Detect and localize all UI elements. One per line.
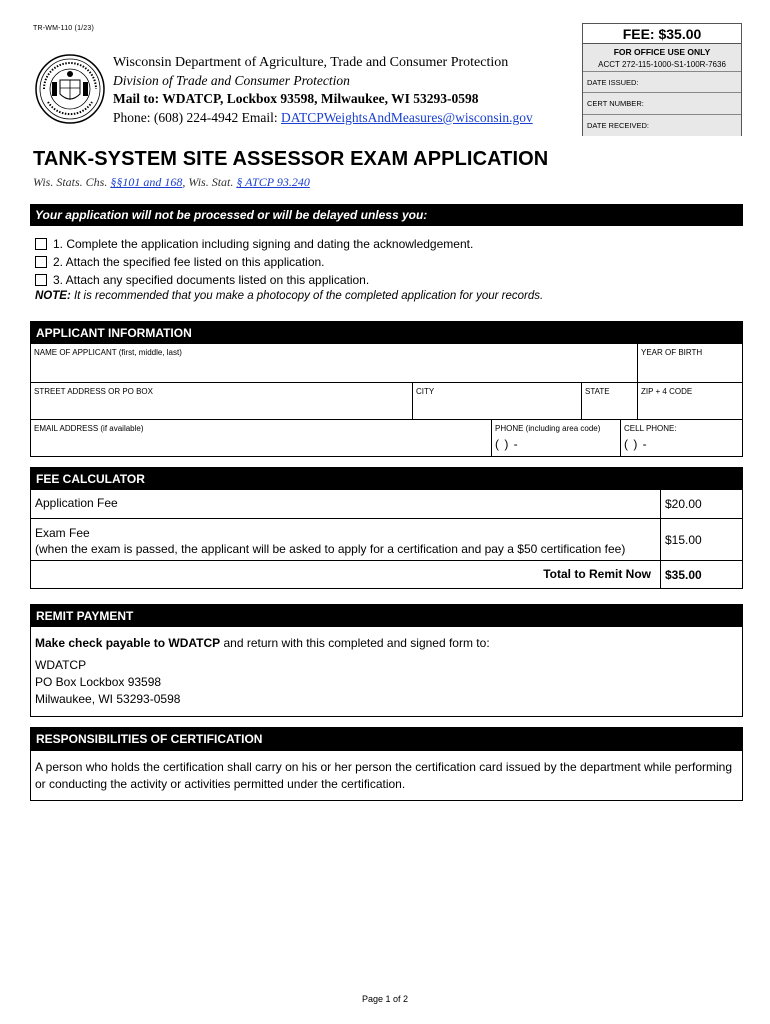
statute-middle: , Wis. Stat. <box>182 175 237 189</box>
applicant-row-name <box>31 344 742 382</box>
applicant-heading: APPLICANT INFORMATION <box>31 322 742 344</box>
statute-link-atcp[interactable]: § ATCP 93.240 <box>236 175 310 189</box>
responsibilities-text: A person who holds the certification shall carry on his or her person the certification card issued by the department while performing or conducting the activity or activities permitted under the certification. <box>35 760 733 791</box>
account-number: ACCT 272-115-1000-S1-100R-7636 <box>598 60 726 69</box>
statute-references <box>33 175 310 190</box>
checklist-item <box>35 253 543 271</box>
remit-payable: Make check payable to WDATCP <box>35 636 221 650</box>
checklist-item <box>35 271 543 289</box>
applicant-name-label: NAME OF APPLICANT (first, middle, last) <box>34 348 182 357</box>
cell-phone-label: CELL PHONE: <box>624 424 677 433</box>
page-number: Page 1 of 2 <box>361 994 409 1004</box>
street-address-label: STREET ADDRESS OR PO BOX <box>34 387 153 396</box>
state-label: STATE <box>585 387 610 396</box>
agency-division: Division of Trade and Consumer Protection <box>113 73 350 88</box>
statute-prefix: Wis. Stats. Chs. <box>33 175 111 189</box>
applicant-information-section <box>30 321 743 457</box>
phone-field[interactable] <box>491 420 620 456</box>
fee-title: FEE: $35.00 <box>583 24 741 44</box>
application-fee-amount: $20.00 <box>660 490 742 518</box>
total-row <box>31 560 742 588</box>
office-use-label: FOR OFFICE USE ONLY <box>613 47 711 57</box>
cert-number-field: CERT NUMBER: <box>583 93 741 114</box>
checklist-checkbox[interactable] <box>35 238 47 250</box>
remit-instruction <box>35 635 737 652</box>
exam-fee-description <box>31 519 660 560</box>
applicant-row-contact <box>31 419 742 456</box>
remit-heading: REMIT PAYMENT <box>31 605 742 627</box>
requirements-checklist <box>35 235 543 302</box>
agency-mail-address: Mail to: WDATCP, Lockbox 93598, Milwaukee, WI 53293-0598 <box>113 91 479 106</box>
total-amount: $35.00 <box>660 561 742 588</box>
responsibilities-section <box>30 727 743 801</box>
agency-header <box>113 54 533 126</box>
form-code: TR-WM-110 (1/23) <box>33 25 95 32</box>
date-issued-field: DATE ISSUED: <box>583 72 741 93</box>
phone-format: ( ) - <box>495 437 519 451</box>
page-title: TANK-SYSTEM SITE ASSESSOR EXAM APPLICATION <box>33 148 549 170</box>
fee-office-box <box>582 23 742 136</box>
responsibilities-heading: RESPONSIBILITIES OF CERTIFICATION <box>31 728 742 751</box>
checklist-label: 1. Complete the application including signing and dating the acknowledgement. <box>53 237 474 251</box>
zip-code-label: ZIP + 4 CODE <box>641 387 693 396</box>
checklist-checkbox[interactable] <box>35 274 47 286</box>
remit-address-line2: PO Box Lockbox 93598 <box>35 675 162 689</box>
cell-phone-format: ( ) - <box>624 437 648 451</box>
remit-address-line1: WDATCP <box>35 658 87 672</box>
applicant-row-address <box>31 382 742 419</box>
note-label: NOTE: <box>35 290 71 302</box>
remit-body <box>31 627 742 716</box>
processing-banner: Your application will not be processed or will be delayed unless you: <box>30 204 743 226</box>
photocopy-note <box>35 290 543 302</box>
note-text: It is recommended that you make a photocopy of the completed application for your records. <box>70 290 544 302</box>
year-of-birth-field[interactable] <box>637 344 742 382</box>
exam-fee-row <box>31 518 742 560</box>
agency-name: Wisconsin Department of Agriculture, Trade and Consumer Protection <box>113 55 509 70</box>
total-label: Total to Remit Now <box>543 567 651 581</box>
remit-instruction-rest: and return with this completed and signed form to: <box>220 636 490 650</box>
applicant-name-field[interactable] <box>31 344 637 382</box>
checklist-label: 3. Attach any specified documents listed on this application. <box>53 273 370 287</box>
exam-fee-note: (when the exam is passed, the applicant will be asked to apply for a certification and pay a $50 certification fee) <box>35 542 626 556</box>
application-fee-label: Application Fee <box>35 496 118 510</box>
year-of-birth-label: YEAR OF BIRTH <box>641 348 703 357</box>
checklist-item <box>35 235 543 253</box>
phone-label: PHONE (including area code) <box>495 424 601 433</box>
street-address-field[interactable] <box>31 383 412 419</box>
checklist-checkbox[interactable] <box>35 256 47 268</box>
application-fee-row <box>31 490 742 518</box>
remit-address-line3: Milwaukee, WI 53293-0598 <box>35 692 181 706</box>
exam-fee-label: Exam Fee <box>35 526 90 540</box>
city-field[interactable] <box>412 383 581 419</box>
agency-contact <box>113 109 533 126</box>
state-seal-logo <box>34 52 106 126</box>
email-address-field[interactable] <box>31 420 491 456</box>
fee-calculator-section <box>30 467 743 589</box>
checklist-label: 2. Attach the specified fee listed on this application. <box>53 255 325 269</box>
state-field[interactable] <box>581 383 637 419</box>
fee-calculator-heading: FEE CALCULATOR <box>31 468 742 490</box>
exam-fee-amount: $15.00 <box>660 519 742 560</box>
email-address-label: EMAIL ADDRESS (if available) <box>34 424 144 433</box>
agency-phone: Phone: (608) 224-4942 Email: <box>113 110 281 125</box>
date-received-field: DATE RECEIVED: <box>583 115 741 136</box>
statute-link-chapters[interactable]: §§101 and 168 <box>110 175 183 189</box>
city-label: CITY <box>416 387 435 396</box>
office-use-header <box>583 44 741 72</box>
cell-phone-field[interactable] <box>620 420 742 456</box>
remit-payment-section <box>30 604 743 717</box>
agency-email-link[interactable]: DATCPWeightsAndMeasures@wisconsin.gov <box>280 110 533 125</box>
zip-code-field[interactable] <box>637 383 742 419</box>
